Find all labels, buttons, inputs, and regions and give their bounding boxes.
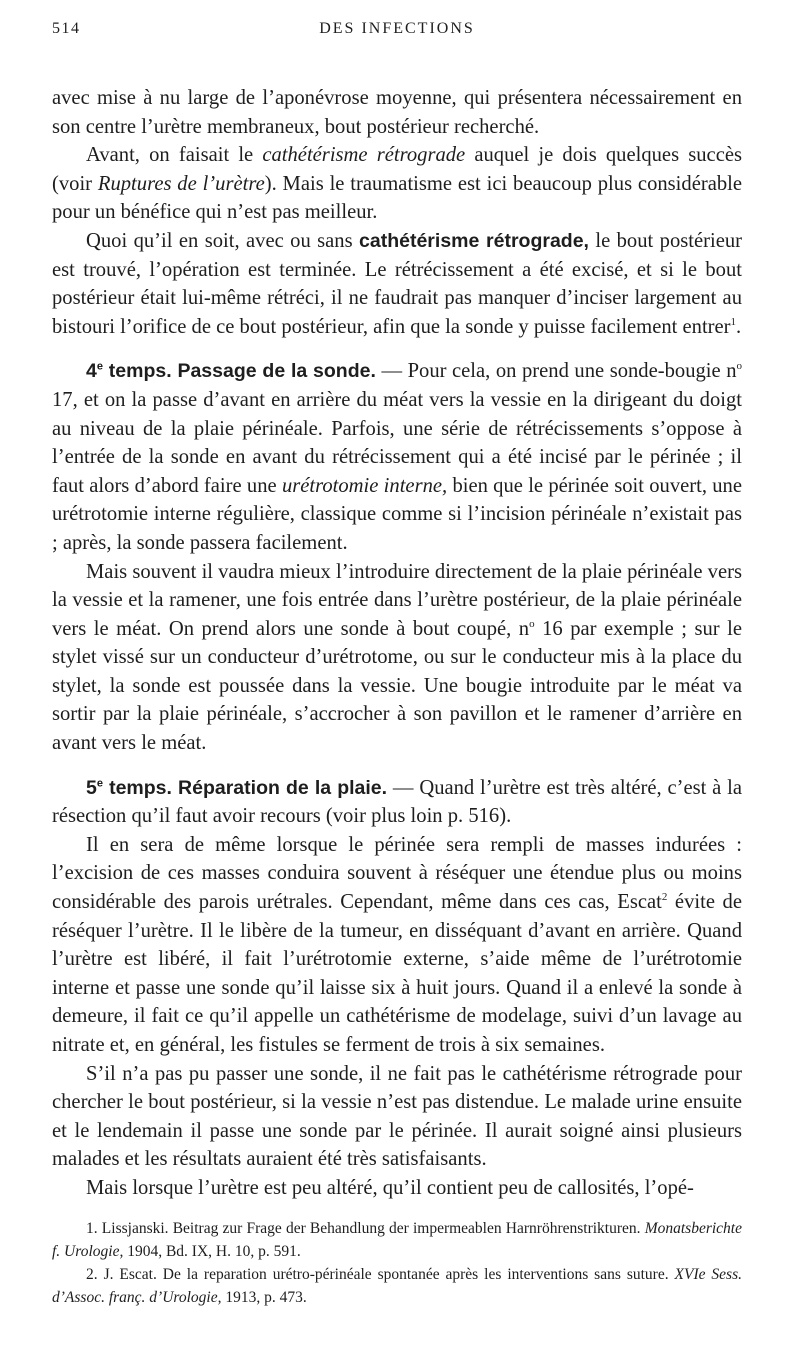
journal-title: XVIe Sess. d’Assoc. franç. d’Urologie, — [52, 1265, 743, 1306]
text: S’il n’a pas pu passer une sonde, il ne fait pas le cathétérisme rétrograde pour chercher le bout postérieur, si la vessie n’est pas distendue. Le malade urine ensuite et le lendemain il passe une sonde par le périnée. Il aurait soigné ainsi plusieurs malades et les résultats auraient été très satisfaisants. — [52, 1062, 742, 1171]
text: le bout postérieur est trouvé, l’opération est terminée. Le rétrécissement a été excisé, et si le bout postérieur était lui-même rétréci, il ne faudrait pas manquer d’inciser largement au bistouri l’orifice de ce bout postérieur, afin que la sonde y puisse facilement entrer — [52, 229, 742, 338]
paragraph-bout-posterieur — [52, 227, 742, 341]
footnotes — [52, 1217, 742, 1309]
paragraph-catheterisme-ancien — [52, 141, 742, 227]
text: bien que le périnée soit ouvert, une urétrotomie interne régulière, classique comme si l’incision périnéale n’existait pas ; après, la sonde passera facilement. — [52, 474, 742, 554]
bold-term: cathétérisme rétrograde, — [359, 229, 589, 252]
text: 2. J. Escat. De la reparation urétro-périnéale spontanée après les interventions sans suture. — [86, 1265, 675, 1283]
text: avec mise à nu large de l’aponévrose moyenne, qui présentera nécessairement en son centre l’urètre membraneux, bout postérieur recherché. — [52, 87, 742, 138]
heading-ordinal: e — [96, 777, 103, 790]
paragraph-sans-sonde — [52, 1060, 742, 1174]
footnote-ref-2: 2 — [661, 891, 668, 904]
text: . — [736, 315, 742, 338]
text: auquel je dois quelques succès (voir — [52, 144, 742, 195]
numero-sup: o — [736, 360, 742, 373]
text: 1. Lissjanski. Beitrag zur Frage der Behandlung der impermeablen Harnröhrenstrikturen. — [86, 1219, 645, 1237]
footnote-ref-1: 1 — [730, 315, 737, 328]
journal-title: Monatsberichte f. Urologie, — [52, 1219, 742, 1260]
page-number: 514 — [52, 20, 81, 37]
section-5-reparation-plaie — [52, 774, 742, 831]
text: Quoi qu’il en soit, avec ou sans — [86, 229, 360, 252]
footnote-1 — [52, 1217, 742, 1263]
text: évite de réséquer l’urètre. Il le libère de la tumeur, en disséquant d’avant en arrière. Quand l’urètre est libéré, il fait l’urétrotomie externe, s’aide même de l’urétrotomie interne et passe une sonde qu’il laisse six à huit jours. Quand il a enlevé la sonde à demeure, il fait ce qu’il appelle un cathétérisme de modelage, suivi d’un lavage au nitrate et, en général, les fistules se ferment de trois à six semaines. — [52, 891, 742, 1056]
paragraph-uretre-peu-altere — [52, 1174, 742, 1203]
heading-title: temps. Passage de la sonde. — [102, 360, 376, 383]
paragraph-aponevrose — [52, 84, 742, 141]
section-heading — [86, 777, 387, 799]
text: Mais lorsque l’urètre est peu altéré, qu’il contient peu de callosités, l’opé- — [86, 1176, 694, 1199]
text: Il en sera de même lorsque le périnée sera rempli de masses indurées : l’excision de ces masses conduira souvent à réséquer une étendue plus ou moins considérable des parois urétrales. Cependant, même dans ces cas, Escat — [52, 833, 742, 914]
text: ). Mais le traumatisme est ici beaucoup plus considérable pour un bénéfice qui n’est pas meilleur. — [52, 172, 742, 224]
section-heading — [86, 360, 376, 382]
paragraph-escat — [52, 831, 742, 1060]
text: Mais souvent il vaudra mieux l’introduire directement de la plaie périnéale vers la vessie et la ramener, une fois entrée dans l’urètre postérieur, de la plaie périnéale vers le méat. On prend alors une sonde à bout coupé, n — [52, 560, 742, 640]
heading-title: temps. Réparation de la plaie. — [102, 776, 388, 799]
heading-number: 5 — [86, 776, 97, 799]
footnote-2 — [52, 1263, 742, 1309]
numero-sup: o — [529, 617, 535, 630]
running-head — [52, 20, 742, 50]
text: 16 par exemple ; sur le stylet vissé sur un conducteur d’urétrotome, ou sur le conducteur mis à la place du stylet, la sonde est poussée dans la vessie. Une bougie introduite par le méat va sortir par la plaie périnéale, s’accrocher à son pavillon et le ramener d’arrière en avant vers le méat. — [52, 617, 742, 755]
text: 17, et on la passe d’avant en arrière du méat vers la vessie en la dirigeant du doigt au niveau de la plaie périnéale. Parfois, une série de rétrécissements s’oppose à l’entrée de la sonde en avant du rétrécissement qui a été incisé par le périnée ; il faut alors d’abord faire une — [52, 388, 742, 497]
italic-term: cathétérisme rétrograde — [262, 144, 466, 167]
italic-term: urétrotomie interne, — [281, 474, 448, 497]
body-text — [52, 84, 742, 1203]
cross-reference: Ruptures de l’urètre — [97, 172, 265, 195]
section-4-passage-sonde — [52, 357, 742, 557]
text: 1913, p. 473. — [221, 1288, 307, 1306]
text: — Quand l’urètre est très altéré, c’est à la résection qu’il faut avoir recours (voir plus loin p. 516). — [52, 776, 742, 828]
heading-number: 4 — [86, 360, 97, 383]
paragraph-sonde-bout-coupe — [52, 558, 742, 758]
text: Avant, on faisait le — [86, 144, 263, 167]
running-title: DES INFECTIONS — [319, 20, 475, 37]
text: — Pour cela, on prend une sonde-bougie n — [375, 360, 737, 383]
text: 1904, Bd. IX, H. 10, p. 591. — [123, 1242, 301, 1260]
heading-ordinal: e — [96, 360, 103, 373]
